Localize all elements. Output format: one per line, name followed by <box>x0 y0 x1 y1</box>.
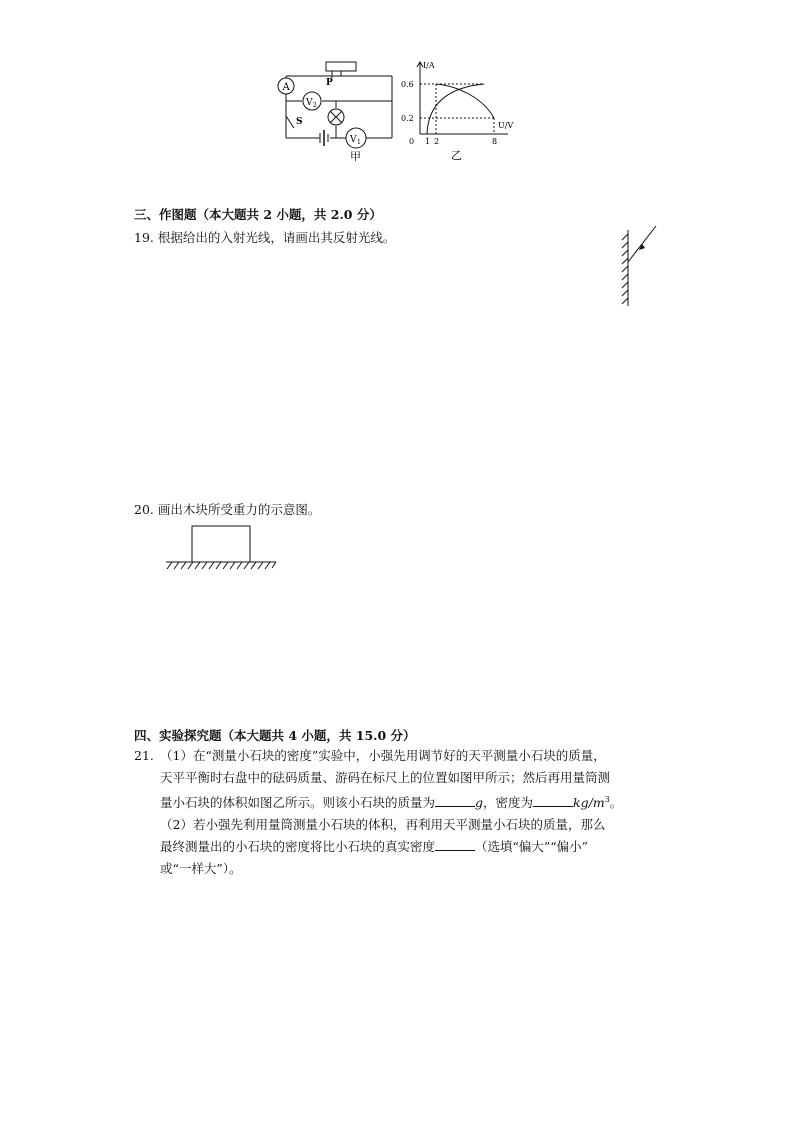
q21-line1: （1）在“测量小石块的密度”实验中，小强先用调节好的天平测量小石块的质量， <box>160 748 606 763</box>
circuit-diagram <box>270 58 410 164</box>
q21-line5-text: 最终测量出的小石块的密度将比小石块的真实密度 <box>160 839 436 855</box>
q21-line3-end: 。 <box>609 795 623 811</box>
section4-heading: 四、实验探究题（本大题共 4 小题，共 15.0 分） <box>134 728 416 743</box>
q21-line5-options: （选填“偏大”“偏小” <box>475 839 589 855</box>
q21-number: 21. <box>134 748 154 763</box>
x-tick-2: 2 <box>434 137 440 146</box>
question-20 <box>134 500 320 518</box>
switch-label: S <box>296 117 303 127</box>
mass-answer-blank[interactable] <box>435 794 475 807</box>
q19-text: 根据给出的入射光线，请画出其反射光线。 <box>157 230 396 245</box>
x-tick-8: 8 <box>492 137 498 146</box>
question-19 <box>134 228 395 246</box>
y-tick-0-6: 0.6 <box>401 80 414 89</box>
q21-line3-text: 量小石块的体积如图乙所示。则该小石块的质量为 <box>160 795 436 811</box>
q21-line6: 或“一样大”）。 <box>160 861 242 877</box>
mirror-incident-ray-figure <box>612 222 662 310</box>
q21-line3 <box>160 789 622 814</box>
v1-subscript: 1 <box>357 139 361 146</box>
density-answer-blank[interactable] <box>533 794 573 807</box>
x-axis-label: U/V <box>498 121 514 130</box>
v2-label: V <box>306 98 313 108</box>
q20-text: 画出木块所受重力的示意图。 <box>157 502 321 517</box>
circuit-caption: 甲 <box>350 150 361 163</box>
q20-number: 20. <box>134 502 154 517</box>
origin-label: 0 <box>409 137 415 146</box>
x-tick-1: 1 <box>425 137 431 146</box>
section3-heading: 三、作图题（本大题共 2 小题，共 2.0 分） <box>134 207 382 222</box>
question-21-body <box>160 745 622 880</box>
q21-line3-mid: ，密度为 <box>483 795 534 811</box>
density-unit: kg/m <box>573 795 605 811</box>
q21-line4: （2）若小强先利用量筒测量小石块的体积，再利用天平测量小石块的质量，那么 <box>160 817 606 833</box>
slider-label: P <box>326 78 333 88</box>
q19-number: 19. <box>134 230 154 245</box>
y-axis-label: I/A <box>423 61 435 70</box>
mass-unit: g <box>475 795 484 811</box>
iu-graph <box>398 58 520 164</box>
q21-line5 <box>160 836 622 858</box>
ammeter-label: A <box>282 82 290 93</box>
graph-caption: 乙 <box>451 149 462 162</box>
density-unit-exponent: 3 <box>604 795 610 804</box>
v1-label: V <box>350 135 357 145</box>
q21-line2: 天平平衡时右盘中的砝码质量、游码在标尺上的位置如图甲所示；然后再用量筒测 <box>160 770 611 785</box>
v2-subscript: 2 <box>313 102 317 109</box>
wooden-block-figure <box>164 524 280 572</box>
y-tick-0-2: 0.2 <box>401 114 414 123</box>
density-comparison-blank[interactable] <box>435 838 475 851</box>
